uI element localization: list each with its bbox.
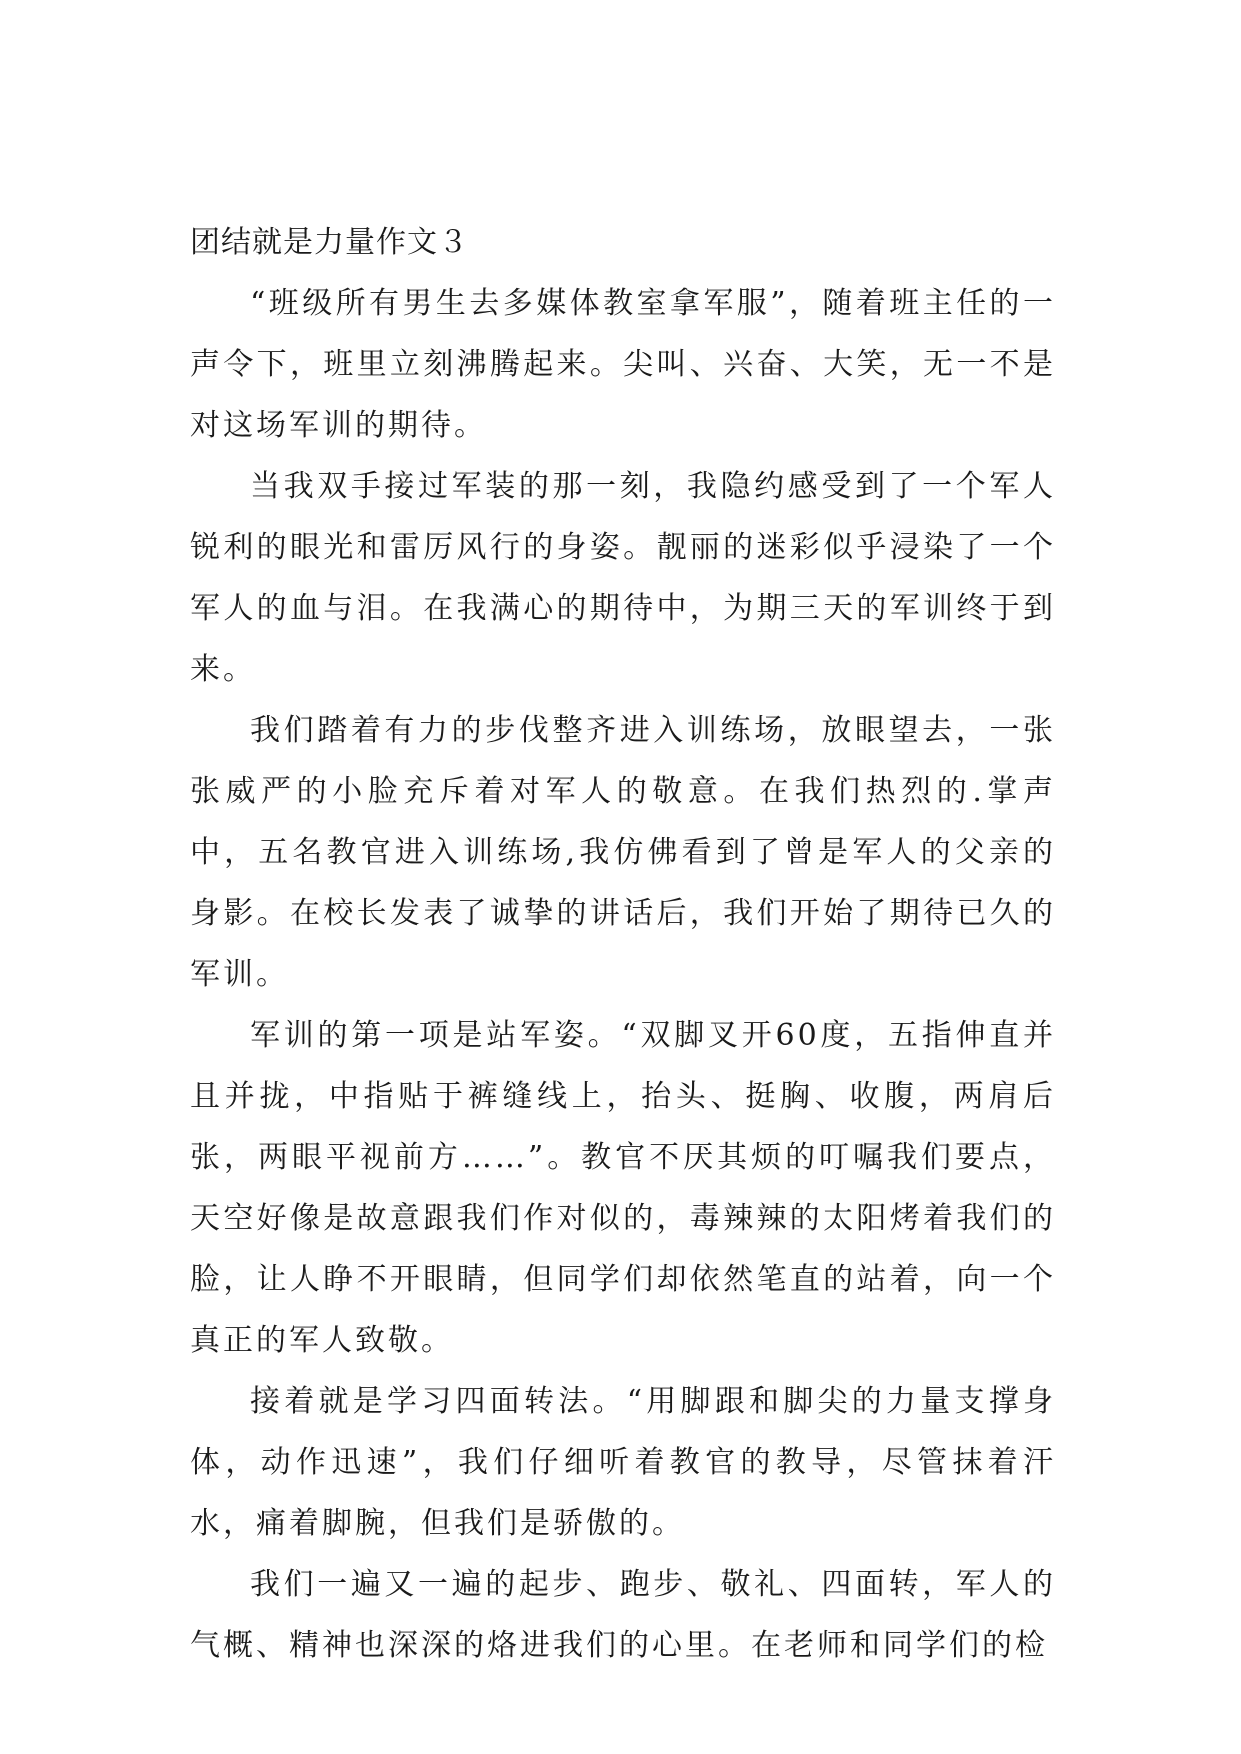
- paragraph-6: 我们一遍又一遍的起步、跑步、敬礼、四面转，军人的气概、精神也深深的烙进我们的心里。在老师和同学们的检: [190, 1567, 1056, 1663]
- paragraph-1: “班级所有男生去多媒体教室拿军服”，随着班主任的一声令下，班里立刻沸腾起来。尖叫、兴奋、大笑，无一不是对这场军训的期待。: [190, 286, 1056, 443]
- paragraph-2: 当我双手接过军装的那一刻，我隐约感受到了一个军人锐利的眼光和雷厉风行的身姿。靓丽的迷彩似乎浸染了一个军人的血与泪。在我满心的期待中，为期三天的军训终于到来。: [190, 469, 1056, 687]
- essay-title: 团结就是力量作文３: [190, 225, 469, 260]
- paragraph-4: 军训的第一项是站军姿。“双脚叉开60度，五指伸直并且并拢，中指贴于裤缝线上，抬头、挺胸、收腹，两肩后张，两眼平视前方……”。教官不厌其烦的叮嘱我们要点，天空好像是故意跟我们作对似的，毒辣辣的太阳烤着我们的脸，让人睁不开眼睛，但同学们却依然笔直的站着，向一个真正的军人致敬。: [190, 1018, 1056, 1358]
- document-body: [190, 212, 1056, 1676]
- paragraph-3: 我们踏着有力的步伐整齐进入训练场，放眼望去，一张张威严的小脸充斥着对军人的敬意。在我们热烈的.掌声中，五名教官进入训练场,我仿佛看到了曾是军人的父亲的身影。在校长发表了诚挚的讲话后，我们开始了期待已久的军训。: [190, 713, 1056, 992]
- paragraph-5: 接着就是学习四面转法。“用脚跟和脚尖的力量支撑身体，动作迅速”，我们仔细听着教官的教导，尽管抹着汗水，痛着脚腕，但我们是骄傲的。: [190, 1384, 1056, 1541]
